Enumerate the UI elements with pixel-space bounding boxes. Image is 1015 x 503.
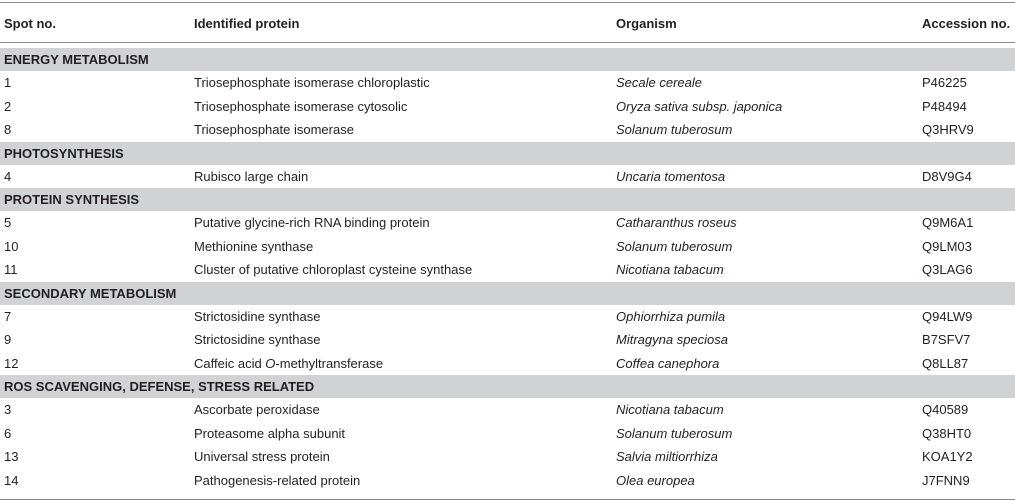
table-row [0, 118, 1015, 142]
table-row [0, 71, 1015, 95]
spot-cell: 3 [4, 402, 12, 418]
table-row [0, 258, 1015, 282]
accession-cell: Q9LM03 [922, 238, 972, 254]
organism-cell: Ophiorrhiza pumila [616, 308, 726, 324]
spot-cell: 4 [4, 168, 12, 184]
organism-cell: Oryza sativa subsp. japonica [616, 98, 783, 114]
protein-cell [190, 352, 612, 376]
section-energy-metabolism [0, 48, 1015, 71]
table-row [0, 445, 1015, 469]
table-row [0, 469, 1015, 493]
accession-cell: Q3LAG6 [922, 262, 973, 278]
accession-cell: Q40589 [922, 402, 969, 418]
protein-cell: Triosephosphate isomerase chloroplastic [194, 75, 430, 91]
protein-cell: Strictosidine synthase [194, 332, 321, 348]
spot-cell: 1 [4, 75, 12, 91]
spot-cell: 8 [4, 122, 12, 138]
table-row [0, 328, 1015, 352]
section-title: ROS SCAVENGING, DEFENSE, STRESS RELATED [0, 375, 1015, 398]
protein-cell: Ascorbate peroxidase [194, 402, 320, 418]
table-row [0, 352, 1015, 376]
organism-cell: Nicotiana tabacum [616, 262, 724, 278]
table-row [0, 398, 1015, 422]
header-protein: Identified protein [194, 15, 300, 31]
spot-cell: 9 [4, 332, 12, 348]
bottom-rule [0, 499, 1015, 500]
section-title: SECONDARY METABOLISM [0, 282, 1015, 305]
organism-cell: Nicotiana tabacum [616, 402, 724, 418]
organism-cell: Solanum tuberosum [616, 238, 733, 254]
accession-cell: D8V9G4 [922, 168, 972, 184]
spot-cell: 6 [4, 425, 12, 441]
protein-cell: Rubisco large chain [194, 168, 309, 184]
table-row [0, 422, 1015, 446]
table-row [0, 211, 1015, 235]
accession-cell: Q8LL87 [922, 355, 969, 371]
protein-cell: Strictosidine synthase [194, 308, 321, 324]
header-organism: Organism [616, 15, 677, 31]
spot-cell: 14 [4, 472, 19, 488]
accession-cell: P46225 [922, 75, 967, 91]
spot-cell: 5 [4, 215, 12, 231]
header-accession: Accession no. [922, 15, 1011, 31]
spot-cell: 11 [4, 262, 18, 278]
accession-cell: Q94LW9 [922, 308, 973, 324]
accession-cell: P48494 [922, 98, 967, 114]
accession-cell: Q9M6A1 [922, 215, 974, 231]
spot-cell: 2 [4, 98, 12, 114]
spot-cell: 7 [4, 308, 12, 324]
table-row [0, 95, 1015, 119]
section-title: PROTEIN SYNTHESIS [0, 188, 1015, 211]
accession-cell: Q38HT0 [922, 425, 972, 441]
section-ros-scavenging [0, 375, 1015, 398]
section-protein-synthesis [0, 188, 1015, 211]
protein-cell: Putative glycine-rich RNA binding protein [194, 215, 430, 231]
protein-text-italic-part: O [265, 355, 276, 371]
table-row [0, 165, 1015, 189]
protein-cell: Triosephosphate isomerase cytosolic [194, 98, 408, 114]
section-photosynthesis [0, 142, 1015, 165]
table-row [0, 305, 1015, 329]
protein-cell: Triosephosphate isomerase [194, 122, 354, 138]
protein-cell: Pathogenesis-related protein [194, 472, 361, 488]
organism-cell: Solanum tuberosum [616, 425, 733, 441]
accession-cell: KOA1Y2 [922, 449, 973, 465]
protein-text-part: Caffeic acid [194, 355, 266, 371]
section-title: PHOTOSYNTHESIS [0, 142, 1015, 165]
organism-cell: Uncaria tomentosa [616, 168, 726, 184]
header-row [0, 4, 1015, 43]
identified-proteins-table [0, 4, 1015, 492]
protein-cell: Universal stress protein [194, 449, 330, 465]
organism-cell: Salvia miltiorrhiza [616, 449, 718, 465]
spot-cell: 10 [4, 238, 19, 254]
section-title: ENERGY METABOLISM [0, 48, 1015, 71]
spot-cell: 12 [4, 355, 19, 371]
protein-cell: Cluster of putative chloroplast cysteine synthase [194, 262, 473, 278]
organism-cell: Coffea canephora [616, 355, 720, 371]
table-row [0, 235, 1015, 259]
protein-cell: Proteasome alpha subunit [194, 425, 346, 441]
protein-cell: Methionine synthase [194, 238, 314, 254]
header-spot: Spot no. [4, 15, 56, 31]
accession-cell: Q3HRV9 [922, 122, 974, 138]
section-secondary-metabolism [0, 282, 1015, 305]
protein-text-part: -methyltransferase [275, 355, 384, 371]
accession-cell: J7FNN9 [922, 472, 970, 488]
organism-cell: Solanum tuberosum [616, 122, 733, 138]
top-rule [0, 2, 1015, 3]
organism-cell: Olea europea [616, 472, 695, 488]
accession-cell: B7SFV7 [922, 332, 971, 348]
organism-cell: Secale cereale [616, 75, 702, 91]
spot-cell: 13 [4, 449, 19, 465]
organism-cell: Mitragyna speciosa [616, 332, 728, 348]
organism-cell: Catharanthus roseus [616, 215, 737, 231]
